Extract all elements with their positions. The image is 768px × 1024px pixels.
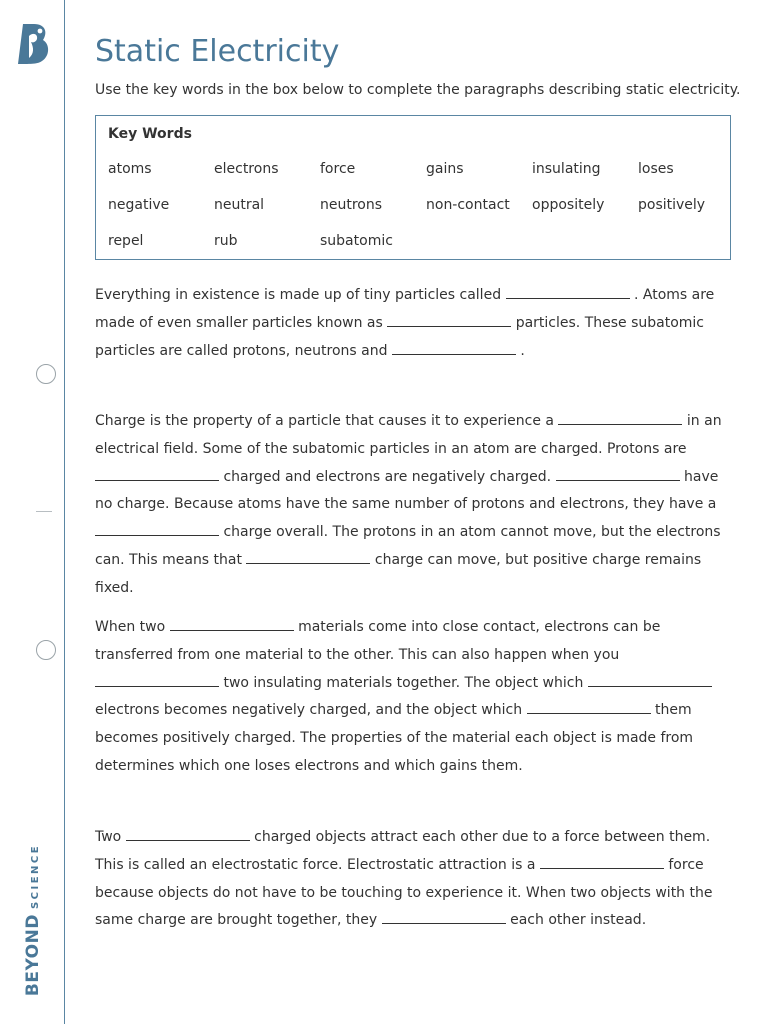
paragraph-text: force because objects do not have to be touching to experience it. When two objects with the same charge are brought together, they xyxy=(95,856,713,929)
key-word: insulating xyxy=(532,161,601,177)
paragraph-text: . Atoms are made of even smaller particles known as xyxy=(95,287,715,331)
paragraph-2 xyxy=(95,408,740,603)
key-word: negative xyxy=(108,197,170,213)
answer-blank[interactable] xyxy=(540,853,664,869)
answer-blank[interactable] xyxy=(588,671,712,687)
instructions: Use the key words in the box below to complete the paragraphs describing static electricity. xyxy=(95,82,741,98)
paragraph-text: Two xyxy=(95,829,122,845)
key-word: neutral xyxy=(214,197,265,213)
paragraph-3 xyxy=(95,614,740,781)
answer-blank[interactable] xyxy=(170,615,294,631)
answer-blank[interactable] xyxy=(95,671,219,687)
key-word: force xyxy=(320,161,356,177)
answer-blank[interactable] xyxy=(506,283,630,299)
page-title: Static Electricity xyxy=(95,34,340,69)
answer-blank[interactable] xyxy=(556,465,680,481)
key-word: oppositely xyxy=(532,197,605,213)
answer-blank[interactable] xyxy=(246,548,370,564)
brand-vertical xyxy=(23,844,43,996)
brand-name-light: SCIENCE xyxy=(30,843,41,910)
key-words-heading: Key Words xyxy=(108,126,192,142)
key-word: gains xyxy=(426,161,464,177)
paragraph-text: in an electrical field. Some of the subatomic particles in an atom are charged. Protons are xyxy=(95,413,722,457)
margin-line xyxy=(64,0,65,1024)
paragraph-text: them becomes positively charged. The properties of the material each object is made from determines which one loses electrons and which gains them. xyxy=(95,702,694,774)
answer-blank[interactable] xyxy=(527,698,651,714)
fold-mark xyxy=(36,511,52,512)
answer-blank[interactable] xyxy=(382,908,506,924)
paragraph-text: have no charge. Because atoms have the same number of protons and electrons, they have a xyxy=(95,468,719,513)
paragraph-text: particles. These subatomic particles are called protons, neutrons and xyxy=(95,314,705,359)
paragraph-text: electrons becomes negatively charged, and the object which xyxy=(95,702,523,719)
paragraph-text: charge can move, but positive charge remains fixed. xyxy=(95,551,702,596)
paragraph-text: each other instead. xyxy=(510,912,647,929)
punch-hole-top xyxy=(36,364,56,384)
key-word: neutrons xyxy=(320,197,383,213)
beyond-logo-icon xyxy=(14,22,52,66)
key-words-box xyxy=(95,115,731,260)
answer-blank[interactable] xyxy=(558,409,682,425)
paragraph-4 xyxy=(95,824,740,935)
answer-blank[interactable] xyxy=(95,520,219,536)
key-word: subatomic xyxy=(320,233,393,249)
paragraph-text: When two xyxy=(95,619,166,635)
key-word: repel xyxy=(108,233,144,249)
answer-blank[interactable] xyxy=(392,339,516,355)
paragraph-text: . xyxy=(520,342,525,359)
answer-blank[interactable] xyxy=(95,465,219,481)
key-word: non-contact xyxy=(426,197,510,213)
key-word: loses xyxy=(638,161,674,177)
paragraph-text: Everything in existence is made up of tiny particles called xyxy=(95,287,502,303)
punch-hole-bottom xyxy=(36,640,56,660)
paragraph-text: charged and electrons are negatively charged. xyxy=(223,468,552,485)
key-word: atoms xyxy=(108,161,152,177)
key-word: electrons xyxy=(214,161,279,177)
paragraph-text: two insulating materials together. The object which xyxy=(223,674,584,691)
key-word: positively xyxy=(638,197,706,213)
paragraph-text: materials come into close contact, electrons can be transferred from one material to the other. This can also happen when you xyxy=(95,619,661,663)
answer-blank[interactable] xyxy=(387,311,511,327)
brand-name-bold: BEYOND xyxy=(23,914,43,997)
answer-blank[interactable] xyxy=(126,825,250,841)
paragraph-1 xyxy=(95,282,740,365)
paragraph-text: charged objects attract each other due to a force between them. This is called an electrostatic force. Electrostatic attraction is a xyxy=(95,829,711,873)
paragraph-text: charge overall. The protons in an atom cannot move, but the electrons can. This means that xyxy=(95,524,721,568)
key-word: rub xyxy=(214,233,238,249)
paragraph-text: Charge is the property of a particle that causes it to experience a xyxy=(95,413,554,429)
